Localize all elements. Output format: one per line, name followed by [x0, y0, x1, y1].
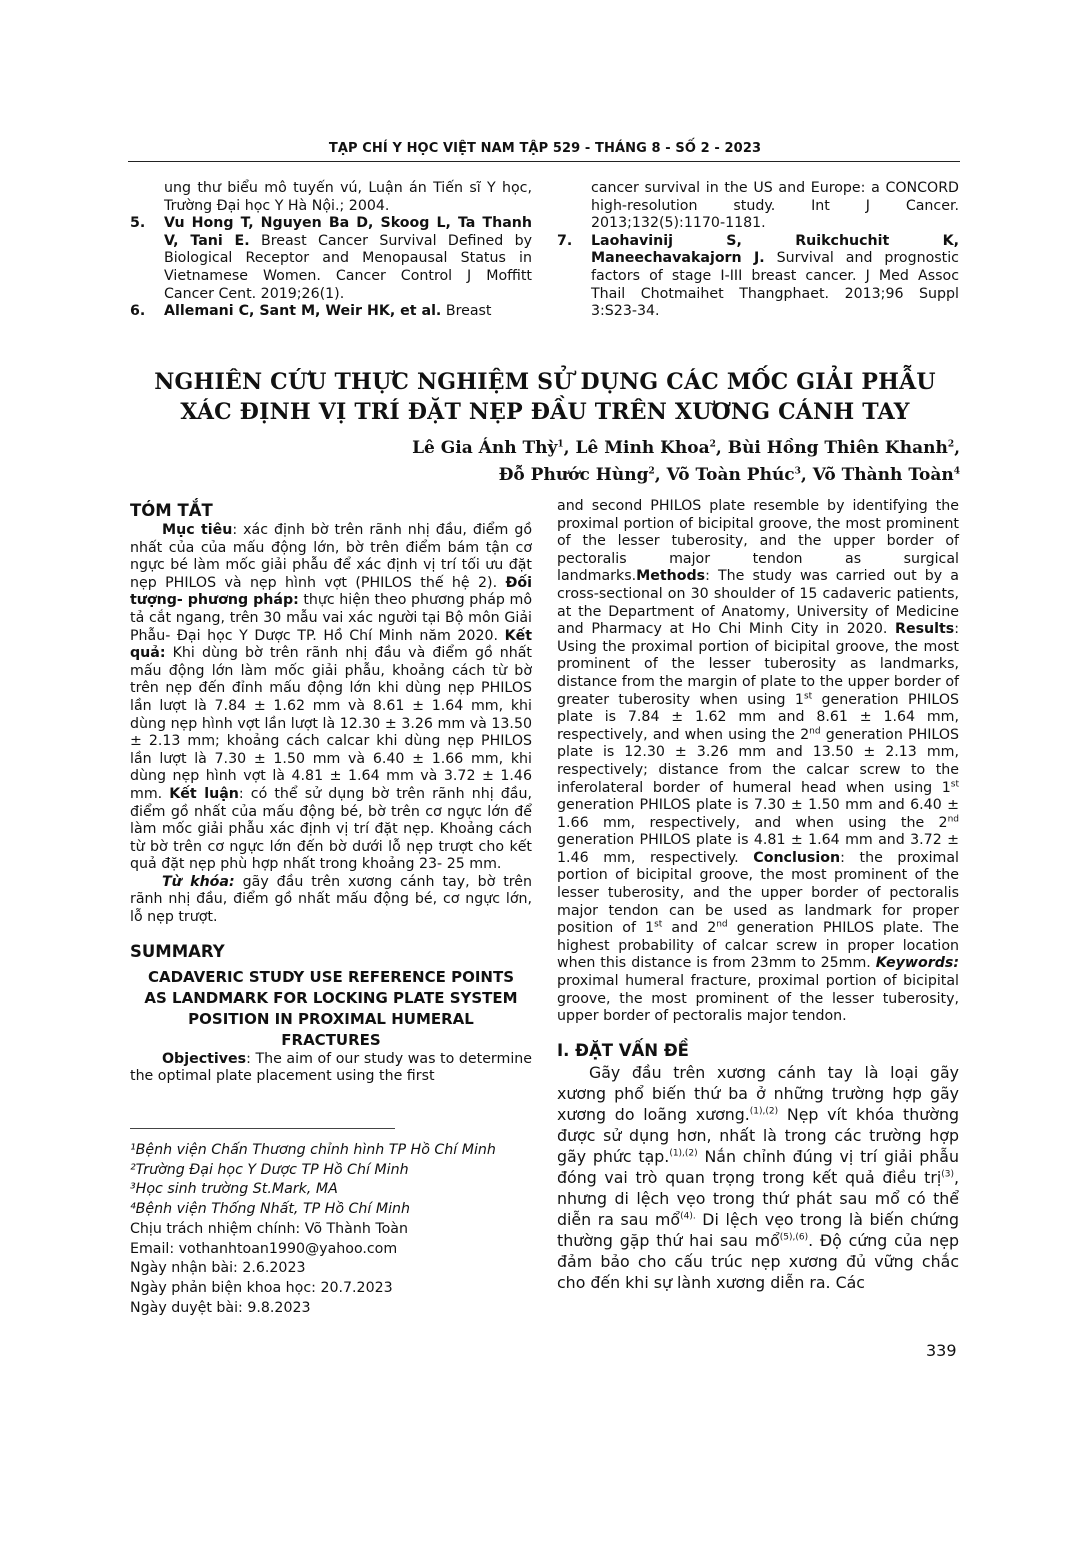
author-separator: ,: [800, 465, 813, 485]
text-results-b: generation PHILOS plate is 7.84 ± 1.62 mm and 8.61 ± 1.64 mm, respectively, and when using the 2: [557, 691, 959, 743]
ordinal-sup: st: [950, 778, 959, 789]
intro-text: Di lệch vẹo trong là biến chứng thường gặp thứ hai sau mổ: [557, 1209, 959, 1250]
label-conclusion: Kết luận: [169, 785, 239, 802]
author-affiliation: 3: [794, 466, 801, 477]
footnote-divider: [130, 1128, 395, 1129]
affiliation-3: ³Học sinh trường St.Mark, MA: [130, 1181, 338, 1198]
reference-text: [164, 303, 532, 321]
summary-heading: SUMMARY: [130, 941, 225, 961]
author-affiliation: 2: [648, 466, 655, 477]
label-objective: Mục tiêu: [162, 522, 233, 538]
text-objectives-cont: and second PHILOS plate resemble by identifying the proximal portion of bicipital groove, the most prominent of the lesser tuberosity, and the upper border of pectoralis major tendon as surgical landmarks.: [557, 498, 959, 585]
author-name: Lê Gia Ánh Thỳ: [412, 438, 558, 458]
reference-text: [164, 215, 532, 303]
reference-authors: Laohavinij S, Ruikchuchit K, Maneechavakajorn J.: [591, 232, 959, 267]
reference-authors: Vu Hong T, Nguyen Ba D, Skoog L, Ta Thanh V, Tani E.: [164, 215, 532, 249]
text-keywords: gãy đầu trên xương cánh tay, bờ trên rãnh nhị đầu, điểm gồ nhất mấu động bé, cơ ngực lớn, lỗ nẹp trượt.: [130, 873, 532, 926]
author-separator: ,: [563, 438, 576, 458]
affiliation-4: ⁴Bệnh viện Thống Nhất, TP Hồ Chí Minh: [130, 1201, 411, 1218]
text-keywords-en: proximal humeral fracture, proximal portion of bicipital groove, the most prominent of the lesser tuberosity, upper border of pectoralis major tendon.: [557, 973, 959, 1025]
references-left: [130, 180, 532, 321]
article-title-line-1: NGHIÊN CỨU THỰC NGHIỆM SỬ DỤNG CÁC MỐC GIẢI PHẪU: [154, 369, 936, 395]
footnotes: [130, 1141, 532, 1318]
author-name: Võ Thành Toàn: [812, 465, 954, 485]
text-objective: : xác định bờ trên rãnh nhị đầu, điểm gồ nhất của của mấu động lớn, bờ trên điểm bám tận cơ ngực bé làm mốc giải phẫu để xác định vị trí tối ưu đặt nẹp PHILOS và nẹp hình vợt (PHILOS thế hệ 2).: [130, 522, 533, 591]
intro-text: Nẹp vít khóa thường được sử dụng hơn, nhất là trong các trường hợp gãy phức tạp.: [557, 1104, 959, 1166]
intro-text: Gãy đầu trên xương cánh tay là loại gãy xương phổ biến thứ ba ở những trường hợp gãy xương do loãng xương.: [557, 1062, 959, 1124]
author-line-1: [260, 435, 960, 462]
reference-number: 6.: [130, 303, 146, 320]
reference-6: [130, 303, 532, 321]
page-number: 339: [926, 1341, 957, 1360]
author-affiliation: 1: [557, 439, 564, 450]
reference-details: Survival and prognostic factors of stage I-III breast cancer. J Med Assoc Thail Chotmaihet Thangphaet. 2013;96 Suppl 3:S23-34.: [591, 250, 959, 320]
author-name: Bùi Hồng Thiên Khanh: [727, 438, 948, 458]
text-results: Khi dùng bờ trên rãnh nhị đầu và điểm gồ nhất mấu động lớn làm mốc giải phẫu, khoảng cách từ bờ trên nẹp đến đỉnh mấu động lớn khi dùng nẹp PHILOS lần lượt là 7.84 ± 1.62 mm và 8.61 ± 1.64 mm, khi dùng nẹp hình vợt lần lượt là 12.30 ± 3.26 mm và 13.50 ± 2.13 mm; khoảng cách calcar khi dùng nẹp PHILOS lần lượt là 7.30 ± 1.50 mm và 6.40 ± 1.66 mm, khi dùng nẹp hình vợt là 4.81 ± 1.64 mm và 3.72 ± 1.46 mm.: [130, 645, 532, 802]
author-separator: ,: [954, 438, 960, 458]
author-name: Đỗ Phước Hùng: [498, 465, 649, 485]
reference-number: 5.: [130, 215, 146, 232]
tomtat-heading: TÓM TẮT: [130, 501, 213, 520]
ordinal-sup: st: [654, 919, 663, 930]
ordinal-sup: nd: [809, 725, 821, 736]
text-results-e: generation PHILOS plate is 4.81 ± 1.64 mm and 3.72 ± 1.46 mm, respectively.: [557, 832, 959, 866]
reference-details: Breast: [441, 303, 492, 320]
affiliation-2: ²Trường Đại học Y Dược TP Hồ Chí Minh: [130, 1161, 409, 1178]
article-title: [120, 367, 970, 427]
summary-title: CADAVERIC STUDY USE REFERENCE POINTS AS LANDMARK FOR LOCKING PLATE SYSTEM POSITION IN PROXIMAL HUMERAL FRACTURES: [144, 967, 518, 1049]
author-line-2: [260, 462, 960, 489]
reference-7: [557, 233, 959, 321]
intro-paragraph: [557, 1062, 959, 1293]
author-name: Lê Minh Khoa: [575, 438, 710, 458]
citation: (5),(6): [779, 1232, 809, 1243]
ordinal-sup: st: [803, 690, 813, 701]
date-reviewed: Ngày phản biện khoa học: 20.7.2023: [130, 1279, 393, 1296]
text-subjects-methods: thực hiện theo phương pháp mô tả cắt ngang, trên 30 mẫu vai xác người tại Bộ môn Giải Phẫu- Đại học Y Dược TP. Hồ Chí Minh năm 2020.: [130, 592, 532, 644]
label-keywords-en: Keywords:: [875, 955, 959, 972]
author-affiliation: 4: [953, 466, 960, 477]
label-subjects-methods: Đối tượng- phương pháp:: [130, 574, 532, 609]
reference-details: Breast Cancer Survival Defined by Biological Receptor and Menopausal Status in Vietnamese Women. Cancer Control J Moffitt Cancer Cent. 2019;26(1).: [164, 232, 532, 302]
reference-authors: Allemani C, Sant M, Weir HK, et al.: [164, 303, 442, 320]
intro-heading: I. ĐẶT VẤN ĐỀ: [557, 1040, 689, 1060]
ordinal-sup: nd: [947, 813, 959, 824]
reference-continuation: ung thư biểu mô tuyến vú, Luận án Tiến sĩ Y học, Trường Đại học Y Hà Nội.; 2004.: [164, 180, 532, 214]
date-accepted: Ngày duyệt bài: 9.8.2023: [130, 1299, 311, 1316]
intro-text: Nắn chỉnh đúng vị trí giải phẫu đóng vai trò quan trọng trong kết quả điều trị: [557, 1146, 959, 1187]
citation: (4).: [680, 1211, 696, 1222]
abstract-right-column: [557, 498, 959, 1293]
author-list: [260, 435, 960, 489]
intro-text: . Độ cứng của nẹp đảm bảo cho cấu trúc nẹp xương đủ vững chắc cho đến khi sự lành xương diễn ra. Các: [557, 1230, 959, 1292]
label-methods: Methods: [636, 568, 706, 585]
summary-continuation: [557, 498, 959, 1026]
date-received: Ngày nhận bài: 2.6.2023: [130, 1260, 306, 1277]
label-results-en: Results: [895, 621, 955, 638]
references-right: [557, 180, 959, 321]
header-divider: [128, 161, 960, 162]
contact-email: Email: vothanhtoan1990@yahoo.com: [130, 1240, 398, 1257]
abstract-left-column: [130, 500, 532, 1086]
citation: (3): [941, 1169, 954, 1180]
text-results-c: generation PHILOS plate is 12.30 ± 3.26 mm and 13.50 ± 2.13 mm, respectively; distance from the calcar screw to the inferolateral border of humeral head when using 1: [557, 726, 959, 796]
intro-text: , nhưng di lệch vẹo trong thứ phát sau mổ có thể diễn ra sau mổ: [557, 1167, 959, 1229]
citation: (1),(2): [749, 1106, 779, 1117]
reference-5: [130, 215, 532, 303]
reference-number: 7.: [557, 232, 573, 249]
text-results-d: generation PHILOS plate is 7.30 ± 1.50 mm and 6.40 ± 1.66 mm, respectively, and when using the 2: [557, 797, 959, 831]
author-name: Võ Toàn Phúc: [666, 465, 795, 485]
journal-header: TẠP CHÍ Y HỌC VIỆT NAM TẬP 529 - THÁNG 8 - SỐ 2 - 2023: [328, 141, 762, 156]
text-conclusion-a: : the proximal portion of bicipital groove, the most prominent of the lesser tuberosity, and the upper border of pectoralis major tendon can be used as landmark for proper position of 1: [557, 849, 959, 937]
reference-text: [591, 233, 959, 321]
text-conclusion-b: and 2: [662, 920, 717, 937]
author-separator: ,: [654, 465, 667, 485]
article-title-line-2: XÁC ĐỊNH VỊ TRÍ ĐẶT NẸP ĐẦU TRÊN XƯƠNG CÁNH TAY: [180, 399, 910, 425]
label-keywords: Từ khóa:: [162, 873, 235, 890]
text-conclusion: : có thể sử dụng bờ trên rãnh nhị đầu, điểm gồ nhất của mấu động bé, bờ trên cơ ngực lớn để làm mốc giải phẫu xác định vị trí đặt nẹp. Khoảng cách từ bờ trên cơ ngực lớn đến bờ dưới lỗ nẹp trượt cho kết quả đặt nẹp phù hợp nhất trong khoảng 23- 25 mm.: [130, 785, 532, 873]
tomtat-keywords: [130, 874, 532, 927]
text-results-a: : Using the proximal portion of bicipital groove, the most prominent of the lesser tuberosity as landmarks, distance from the margin of plate to the upper border of greater tuberosity when using 1: [557, 621, 959, 708]
label-conclusion-en: Conclusion: [753, 849, 841, 866]
text-methods: : The study was carried out by a cross-sectional on 30 shoulder of 15 cadaveric patients, at the Department of Anatomy, University of Medicine and Pharmacy at Ho Chi Minh City in 2020.: [557, 568, 959, 638]
tomtat-objective: [130, 522, 532, 874]
author-affiliation: 2: [709, 439, 716, 450]
citation: (1),(2): [669, 1148, 698, 1159]
label-objectives: Objectives: [162, 1050, 247, 1067]
affiliation-1: ¹Bệnh viện Chấn Thương chỉnh hình TP Hồ Chí Minh: [130, 1142, 496, 1158]
author-affiliation: 2: [947, 439, 955, 450]
ordinal-sup: nd: [716, 919, 728, 930]
summary-objectives: [130, 1051, 532, 1086]
author-separator: ,: [715, 438, 728, 458]
text-objectives: : The aim of our study was to determine the optimal plate placement using the first: [130, 1050, 532, 1085]
reference-continuation: cancer survival in the US and Europe: a CONCORD high-resolution study. Int J Cancer. 2013;132(5):1170-1181.: [591, 180, 959, 232]
text-conclusion-c: generation PHILOS plate. The highest probability of calcar screw in proper location when this distance is from 23mm to 25mm.: [557, 920, 959, 972]
label-results: Kết quả:: [130, 627, 532, 662]
corresponding-author: Chịu trách nhiệm chính: Võ Thành Toàn: [130, 1220, 408, 1237]
